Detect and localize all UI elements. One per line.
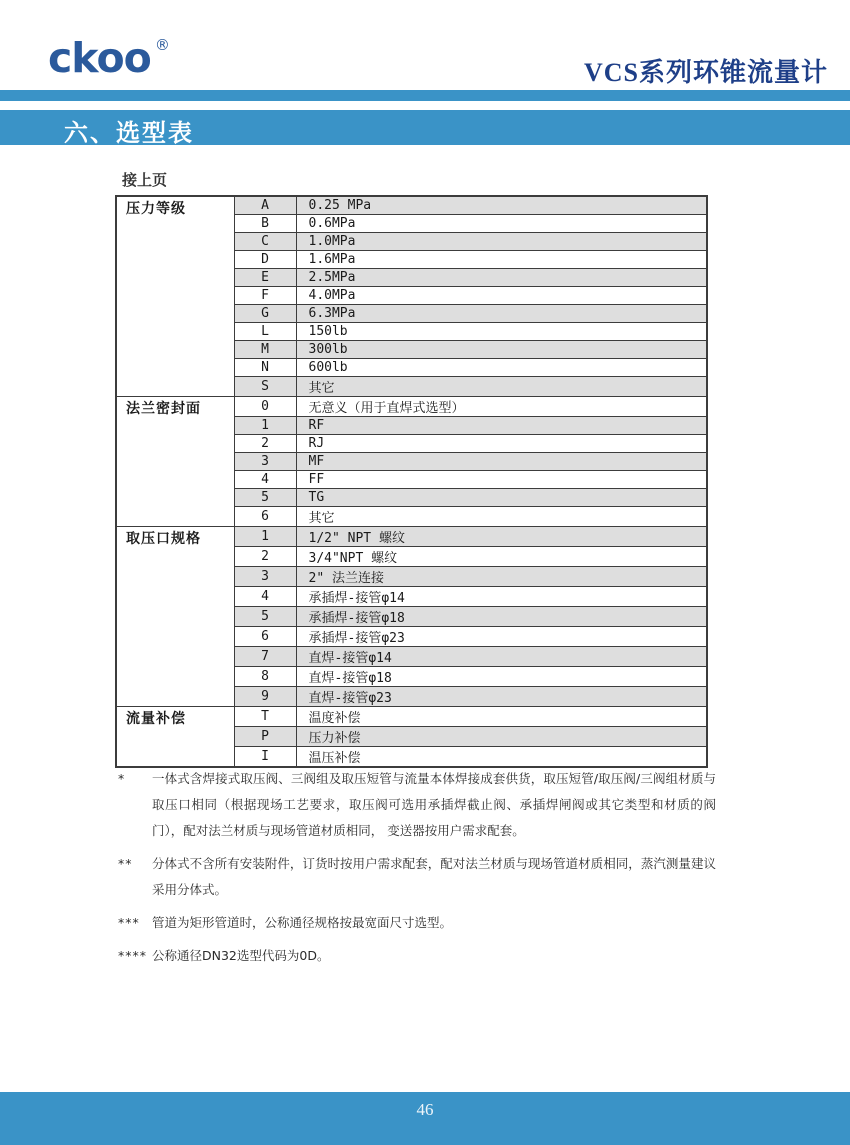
value-cell: 150lb [296, 322, 707, 340]
value-cell: 其它 [296, 376, 707, 396]
category-cell: 流量补偿 [116, 706, 234, 767]
brand-logo-text: ckoo [48, 34, 151, 82]
value-cell: 0.25 MPa [296, 196, 707, 214]
value-cell: RF [296, 416, 707, 434]
value-cell: 直焊-接管φ18 [296, 666, 707, 686]
code-cell: G [234, 304, 296, 322]
code-cell: 4 [234, 470, 296, 488]
code-cell: B [234, 214, 296, 232]
code-cell: F [234, 286, 296, 304]
table-row [116, 526, 707, 546]
table-row [116, 396, 707, 416]
code-cell: I [234, 746, 296, 767]
value-cell: 2.5MPa [296, 268, 707, 286]
category-cell: 取压口规格 [116, 526, 234, 706]
footnote-marker: * [118, 771, 126, 786]
value-cell: 承插焊-接管φ14 [296, 586, 707, 606]
value-cell: 2" 法兰连接 [296, 566, 707, 586]
code-cell: 4 [234, 586, 296, 606]
code-cell: 2 [234, 546, 296, 566]
code-cell: 2 [234, 434, 296, 452]
code-cell: 6 [234, 626, 296, 646]
code-cell: 1 [234, 526, 296, 546]
code-cell: 0 [234, 396, 296, 416]
category-cell: 压力等级 [116, 196, 234, 396]
footnote-marker: *** [118, 915, 140, 930]
code-cell: 9 [234, 686, 296, 706]
value-cell: 1.0MPa [296, 232, 707, 250]
selection-table [115, 195, 708, 768]
value-cell: MF [296, 452, 707, 470]
code-cell: C [234, 232, 296, 250]
value-cell: FF [296, 470, 707, 488]
footnote-marker: ** [118, 856, 133, 871]
value-cell: 直焊-接管φ14 [296, 646, 707, 666]
value-cell: 0.6MPa [296, 214, 707, 232]
code-cell: S [234, 376, 296, 396]
value-cell: RJ [296, 434, 707, 452]
value-cell: 温压补偿 [296, 746, 707, 767]
footnote-4 [118, 943, 716, 969]
value-cell: 1.6MPa [296, 250, 707, 268]
value-cell: TG [296, 488, 707, 506]
footer-bar [0, 1092, 850, 1145]
footnote-text: 一体式含焊接式取压阀、三阀组及取压短管与流量本体焊接成套供货，取压短管/取压阀/三阀组材质与取压口相同（根据现场工艺要求，取压阀可选用承插焊截止阀、承插焊闸阀或其它类型和材质的阀门），配对法兰材质与现场管道材质相同， 变送器按用户需求配套。 [152, 771, 716, 838]
value-cell: 直焊-接管φ23 [296, 686, 707, 706]
section-title: 六、选型表 [64, 119, 194, 147]
value-cell: 6.3MPa [296, 304, 707, 322]
value-cell: 4.0MPa [296, 286, 707, 304]
registered-trademark-icon: ® [154, 36, 170, 54]
value-cell: 其它 [296, 506, 707, 526]
footnote-marker: **** [118, 948, 147, 963]
footnote-text: 管道为矩形管道时，公称通径规格按最宽面尺寸选型。 [152, 915, 453, 930]
code-cell: N [234, 358, 296, 376]
footnotes [118, 766, 716, 976]
code-cell: A [234, 196, 296, 214]
footnote-1 [118, 766, 716, 844]
footnote-text: 分体式不含所有安装附件，订货时按用户需求配套，配对法兰材质与现场管道材质相同，蒸汽测量建议采用分体式。 [152, 856, 716, 897]
table-row [116, 706, 707, 726]
code-cell: 3 [234, 452, 296, 470]
table-row [116, 196, 707, 214]
brand-logo [48, 34, 170, 82]
value-cell: 300lb [296, 340, 707, 358]
footnote-3 [118, 910, 716, 936]
value-cell: 无意义（用于直焊式选型） [296, 396, 707, 416]
continuation-note: 接上页 [122, 171, 168, 189]
value-cell: 3/4"NPT 螺纹 [296, 546, 707, 566]
code-cell: 7 [234, 646, 296, 666]
code-cell: 3 [234, 566, 296, 586]
code-cell: E [234, 268, 296, 286]
code-cell: 1 [234, 416, 296, 434]
value-cell: 1/2" NPT 螺纹 [296, 526, 707, 546]
code-cell: D [234, 250, 296, 268]
section-banner [0, 110, 850, 145]
value-cell: 压力补偿 [296, 726, 707, 746]
code-cell: 5 [234, 606, 296, 626]
code-cell: P [234, 726, 296, 746]
code-cell: 5 [234, 488, 296, 506]
value-cell: 600lb [296, 358, 707, 376]
value-cell: 承插焊-接管φ23 [296, 626, 707, 646]
code-cell: L [234, 322, 296, 340]
code-cell: 8 [234, 666, 296, 686]
footnote-text: 公称通径DN32选型代码为0D。 [152, 948, 330, 963]
document-title: VCS系列环锥流量计 [583, 58, 828, 87]
value-cell: 承插焊-接管φ18 [296, 606, 707, 626]
page-number: 46 [416, 1100, 434, 1119]
header-divider-bar [0, 90, 850, 101]
code-cell: M [234, 340, 296, 358]
code-cell: T [234, 706, 296, 726]
value-cell: 温度补偿 [296, 706, 707, 726]
category-cell: 法兰密封面 [116, 396, 234, 526]
footnote-2 [118, 851, 716, 903]
code-cell: 6 [234, 506, 296, 526]
